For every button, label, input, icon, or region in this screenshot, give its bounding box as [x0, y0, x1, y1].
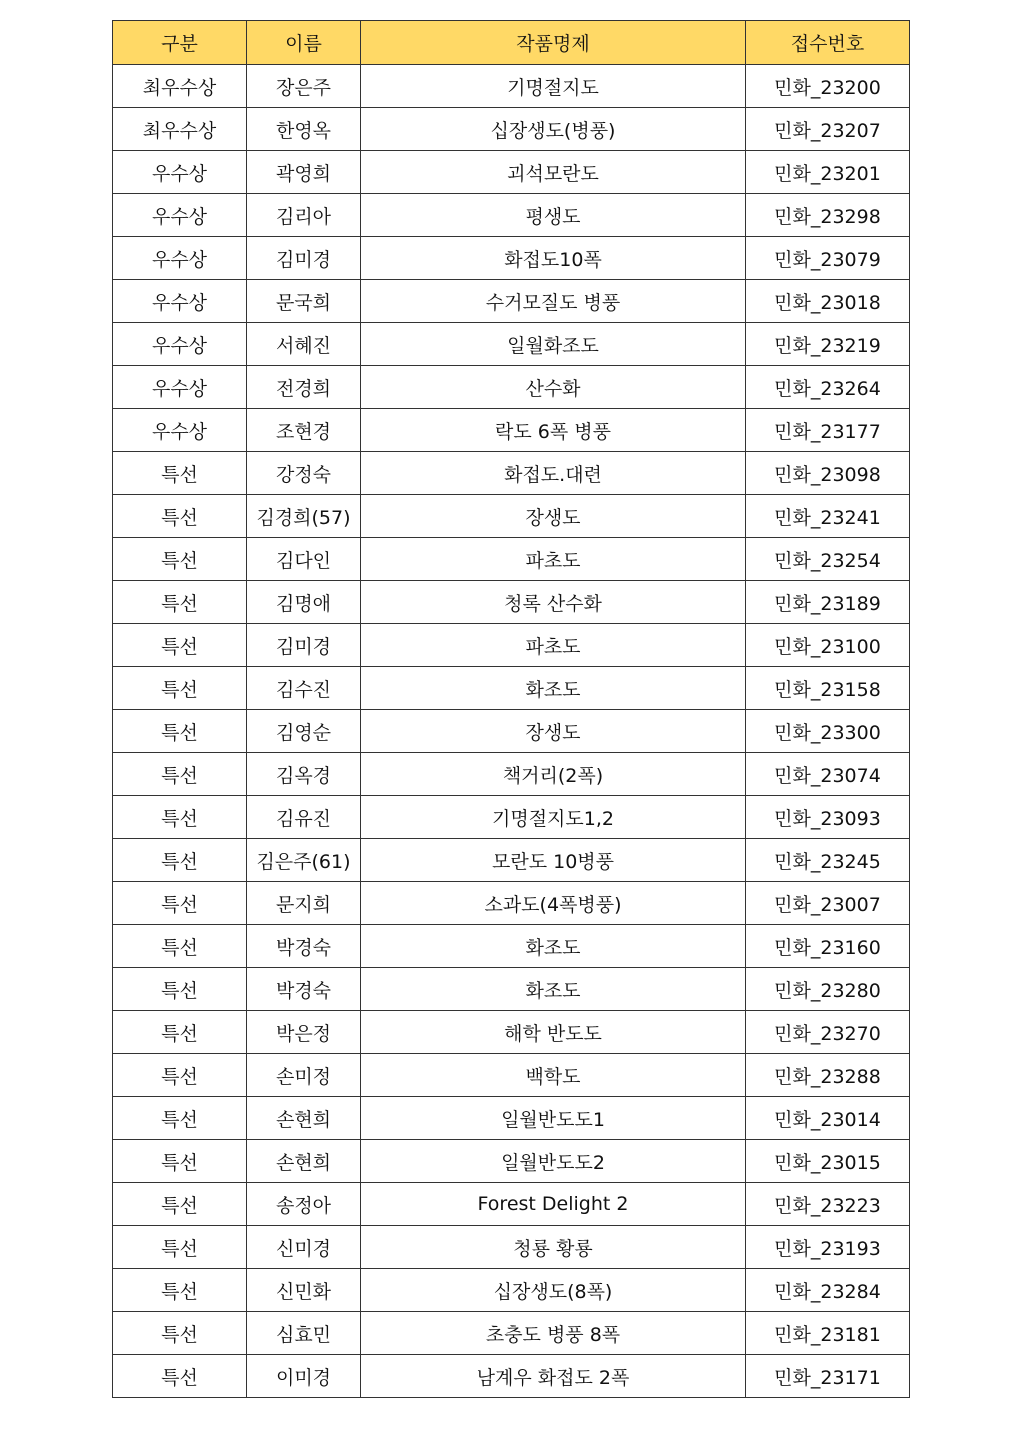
cell-receipt-number: 민화_23288: [746, 1054, 910, 1097]
table-row: [113, 194, 910, 237]
table-row: [113, 1312, 910, 1355]
table-row: [113, 323, 910, 366]
cell-receipt-number: 민화_23219: [746, 323, 910, 366]
cell-receipt-number: 민화_23223: [746, 1183, 910, 1226]
table-row: [113, 1355, 910, 1398]
cell-title: 괴석모란도: [361, 151, 746, 194]
cell-receipt-number: 민화_23241: [746, 495, 910, 538]
cell-category: 특선: [113, 1269, 247, 1312]
cell-receipt-number: 민화_23189: [746, 581, 910, 624]
table-row: [113, 1011, 910, 1054]
cell-receipt-number: 민화_23193: [746, 1226, 910, 1269]
cell-name: 손현희: [247, 1140, 361, 1183]
cell-receipt-number: 민화_23093: [746, 796, 910, 839]
column-header-name: 이름: [247, 21, 361, 65]
cell-name: 김경희(57): [247, 495, 361, 538]
table-row: [113, 495, 910, 538]
table-row: [113, 409, 910, 452]
cell-category: 우수상: [113, 280, 247, 323]
cell-receipt-number: 민화_23284: [746, 1269, 910, 1312]
cell-category: 특선: [113, 452, 247, 495]
cell-receipt-number: 민화_23177: [746, 409, 910, 452]
cell-title: 백학도: [361, 1054, 746, 1097]
table-row: [113, 452, 910, 495]
cell-name: 장은주: [247, 65, 361, 108]
cell-category: 최우수상: [113, 108, 247, 151]
cell-receipt-number: 민화_23007: [746, 882, 910, 925]
cell-title: 화접도.대련: [361, 452, 746, 495]
cell-name: 박경숙: [247, 968, 361, 1011]
cell-title: 수거모질도 병풍: [361, 280, 746, 323]
cell-name: 김리아: [247, 194, 361, 237]
cell-name: 김수진: [247, 667, 361, 710]
table-row: [113, 925, 910, 968]
table-row: [113, 1226, 910, 1269]
cell-category: 특선: [113, 1312, 247, 1355]
cell-receipt-number: 민화_23200: [746, 65, 910, 108]
cell-category: 특선: [113, 495, 247, 538]
cell-category: 특선: [113, 667, 247, 710]
cell-receipt-number: 민화_23160: [746, 925, 910, 968]
cell-receipt-number: 민화_23074: [746, 753, 910, 796]
cell-title: 평생도: [361, 194, 746, 237]
cell-title: 십장생도(병풍): [361, 108, 746, 151]
cell-category: 특선: [113, 624, 247, 667]
table-row: [113, 710, 910, 753]
cell-category: 특선: [113, 538, 247, 581]
cell-name: 김미경: [247, 237, 361, 280]
cell-name: 손현희: [247, 1097, 361, 1140]
cell-name: 조현경: [247, 409, 361, 452]
cell-category: 특선: [113, 1140, 247, 1183]
table-row: [113, 1097, 910, 1140]
cell-receipt-number: 민화_23098: [746, 452, 910, 495]
table-row: [113, 624, 910, 667]
table-row: [113, 280, 910, 323]
cell-title: 십장생도(8폭): [361, 1269, 746, 1312]
cell-title: 장생도: [361, 710, 746, 753]
cell-receipt-number: 민화_23264: [746, 366, 910, 409]
cell-title: 일월화조도: [361, 323, 746, 366]
table-row: [113, 1140, 910, 1183]
cell-name: 신민화: [247, 1269, 361, 1312]
cell-title: 해학 반도도: [361, 1011, 746, 1054]
table-row: [113, 151, 910, 194]
cell-receipt-number: 민화_23207: [746, 108, 910, 151]
table-row: [113, 538, 910, 581]
cell-receipt-number: 민화_23014: [746, 1097, 910, 1140]
cell-title: 파초도: [361, 624, 746, 667]
cell-receipt-number: 민화_23201: [746, 151, 910, 194]
cell-receipt-number: 민화_23158: [746, 667, 910, 710]
cell-category: 최우수상: [113, 65, 247, 108]
cell-name: 송정아: [247, 1183, 361, 1226]
table-row: [113, 796, 910, 839]
cell-category: 특선: [113, 925, 247, 968]
cell-name: 박은정: [247, 1011, 361, 1054]
cell-category: 우수상: [113, 323, 247, 366]
cell-category: 우수상: [113, 366, 247, 409]
cell-title: 화조도: [361, 925, 746, 968]
cell-title: Forest Delight 2: [361, 1183, 746, 1226]
cell-name: 강정숙: [247, 452, 361, 495]
table-row: [113, 753, 910, 796]
cell-title: 일월반도도1: [361, 1097, 746, 1140]
table-row: [113, 65, 910, 108]
cell-category: 특선: [113, 710, 247, 753]
cell-category: 특선: [113, 1355, 247, 1398]
table-row: [113, 667, 910, 710]
cell-title: 초충도 병풍 8폭: [361, 1312, 746, 1355]
cell-category: 특선: [113, 796, 247, 839]
table-row: [113, 1183, 910, 1226]
cell-name: 박경숙: [247, 925, 361, 968]
cell-receipt-number: 민화_23300: [746, 710, 910, 753]
cell-category: 특선: [113, 581, 247, 624]
cell-title: 책거리(2폭): [361, 753, 746, 796]
cell-receipt-number: 민화_23298: [746, 194, 910, 237]
cell-category: 특선: [113, 968, 247, 1011]
cell-name: 김명애: [247, 581, 361, 624]
cell-name: 문지희: [247, 882, 361, 925]
cell-name: 한영옥: [247, 108, 361, 151]
cell-receipt-number: 민화_23181: [746, 1312, 910, 1355]
cell-name: 김미경: [247, 624, 361, 667]
cell-receipt-number: 민화_23079: [746, 237, 910, 280]
cell-category: 특선: [113, 1011, 247, 1054]
table-row: [113, 366, 910, 409]
cell-category: 특선: [113, 1226, 247, 1269]
cell-category: 특선: [113, 1054, 247, 1097]
table-body: [113, 65, 910, 1398]
column-header-title: 작품명제: [361, 21, 746, 65]
cell-name: 문국희: [247, 280, 361, 323]
cell-name: 김유진: [247, 796, 361, 839]
cell-title: 화조도: [361, 667, 746, 710]
cell-receipt-number: 민화_23254: [746, 538, 910, 581]
cell-title: 파초도: [361, 538, 746, 581]
cell-receipt-number: 민화_23270: [746, 1011, 910, 1054]
cell-category: 우수상: [113, 409, 247, 452]
cell-title: 청룡 황룡: [361, 1226, 746, 1269]
cell-name: 전경희: [247, 366, 361, 409]
table-row: [113, 237, 910, 280]
table-row: [113, 968, 910, 1011]
cell-receipt-number: 민화_23015: [746, 1140, 910, 1183]
cell-category: 특선: [113, 1097, 247, 1140]
cell-name: 곽영희: [247, 151, 361, 194]
cell-category: 특선: [113, 839, 247, 882]
cell-title: 모란도 10병풍: [361, 839, 746, 882]
cell-receipt-number: 민화_23018: [746, 280, 910, 323]
table-row: [113, 108, 910, 151]
cell-category: 우수상: [113, 194, 247, 237]
cell-name: 손미정: [247, 1054, 361, 1097]
column-header-category: 구분: [113, 21, 247, 65]
table-row: [113, 882, 910, 925]
award-results-table: [112, 20, 910, 1398]
cell-title: 기명절지도1,2: [361, 796, 746, 839]
table-header-row: [113, 21, 910, 65]
cell-name: 서혜진: [247, 323, 361, 366]
cell-title: 장생도: [361, 495, 746, 538]
cell-category: 우수상: [113, 151, 247, 194]
cell-name: 김은주(61): [247, 839, 361, 882]
cell-title: 소과도(4폭병풍): [361, 882, 746, 925]
cell-title: 남계우 화접도 2폭: [361, 1355, 746, 1398]
cell-category: 특선: [113, 1183, 247, 1226]
cell-name: 심효민: [247, 1312, 361, 1355]
cell-category: 우수상: [113, 237, 247, 280]
cell-title: 락도 6폭 병풍: [361, 409, 746, 452]
table-row: [113, 1054, 910, 1097]
table-row: [113, 839, 910, 882]
cell-category: 특선: [113, 753, 247, 796]
cell-title: 화접도10폭: [361, 237, 746, 280]
cell-title: 화조도: [361, 968, 746, 1011]
cell-title: 청록 산수화: [361, 581, 746, 624]
cell-receipt-number: 민화_23171: [746, 1355, 910, 1398]
cell-receipt-number: 민화_23280: [746, 968, 910, 1011]
cell-title: 일월반도도2: [361, 1140, 746, 1183]
cell-title: 산수화: [361, 366, 746, 409]
cell-name: 이미경: [247, 1355, 361, 1398]
cell-title: 기명절지도: [361, 65, 746, 108]
cell-receipt-number: 민화_23100: [746, 624, 910, 667]
cell-name: 김다인: [247, 538, 361, 581]
cell-name: 김영순: [247, 710, 361, 753]
cell-name: 김옥경: [247, 753, 361, 796]
column-header-receipt-number: 접수번호: [746, 21, 910, 65]
cell-category: 특선: [113, 882, 247, 925]
cell-name: 신미경: [247, 1226, 361, 1269]
table-row: [113, 1269, 910, 1312]
cell-receipt-number: 민화_23245: [746, 839, 910, 882]
table-row: [113, 581, 910, 624]
award-list-sheet: [112, 20, 909, 1398]
